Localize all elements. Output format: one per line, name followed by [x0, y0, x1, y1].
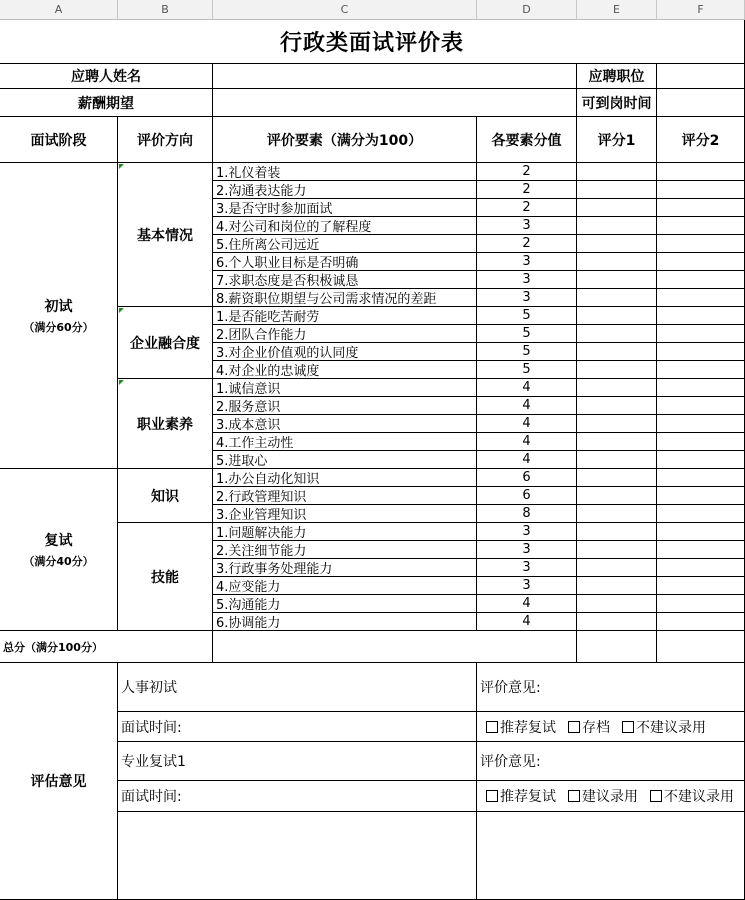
score1-cell[interactable]	[577, 415, 657, 433]
score1-cell[interactable]	[577, 469, 657, 487]
score2-cell[interactable]	[657, 271, 745, 289]
score2-cell[interactable]	[657, 577, 745, 595]
score2-cell[interactable]	[657, 253, 745, 271]
header-direction: 评价方向	[118, 117, 213, 163]
criterion-score: 6	[477, 487, 577, 505]
checkbox-icon[interactable]	[568, 721, 580, 733]
criterion-score: 3	[477, 577, 577, 595]
salary-label: 薪酬期望	[0, 89, 213, 117]
pro-second-label: 专业复试1	[118, 742, 477, 781]
score1-cell[interactable]	[577, 397, 657, 415]
checkbox-label: 存档	[582, 719, 610, 736]
score1-cell[interactable]	[577, 217, 657, 235]
score1-cell[interactable]	[577, 505, 657, 523]
checkbox-option[interactable]	[622, 717, 706, 737]
options-row-1	[477, 712, 745, 742]
position-value[interactable]	[657, 64, 745, 89]
criterion-score: 5	[477, 307, 577, 325]
criterion-score: 3	[477, 289, 577, 307]
criterion-text: 7.求职态度是否积极诚恳	[213, 271, 477, 289]
arrival-value[interactable]	[657, 89, 745, 117]
applicant-name-label: 应聘人姓名	[0, 64, 213, 89]
checkbox-label: 推荐复试	[500, 789, 556, 805]
criterion-text: 3.企业管理知识	[213, 505, 477, 523]
criterion-text: 8.薪资职位期望与公司需求情况的差距	[213, 289, 477, 307]
criterion-score: 2	[477, 199, 577, 217]
checkbox-option[interactable]	[568, 717, 610, 737]
score2-cell[interactable]	[657, 217, 745, 235]
score2-cell[interactable]	[657, 361, 745, 379]
score1-cell[interactable]	[577, 289, 657, 307]
score2-cell[interactable]	[657, 379, 745, 397]
criterion-text: 5.住所离公司远近	[213, 235, 477, 253]
score2-cell[interactable]	[657, 289, 745, 307]
criterion-text: 1.问题解决能力	[213, 523, 477, 541]
score2-cell[interactable]	[657, 199, 745, 217]
criterion-text: 3.成本意识	[213, 415, 477, 433]
score2-cell[interactable]	[657, 181, 745, 199]
criterion-text: 2.行政管理知识	[213, 487, 477, 505]
header-stage: 面试阶段	[0, 117, 118, 163]
criterion-text: 2.团队合作能力	[213, 325, 477, 343]
criterion-score: 5	[477, 325, 577, 343]
criterion-text: 3.是否守时参加面试	[213, 199, 477, 217]
score2-cell[interactable]	[657, 613, 745, 631]
comment-marker	[119, 308, 124, 313]
score2-cell[interactable]	[657, 325, 745, 343]
stage-label: 复试	[44, 533, 73, 549]
direction-3: 职业素养	[118, 379, 213, 469]
criterion-score: 4	[477, 595, 577, 613]
header-score1: 评分1	[577, 117, 657, 163]
header-elements: 评价要素（满分为100）	[213, 117, 477, 163]
score1-cell[interactable]	[577, 595, 657, 613]
column-header-D[interactable]: D	[477, 0, 577, 20]
score1-cell[interactable]	[577, 163, 657, 181]
checkbox-icon[interactable]	[486, 721, 498, 733]
score1-cell[interactable]	[577, 199, 657, 217]
score1-cell[interactable]	[577, 487, 657, 505]
column-header-C[interactable]: C	[213, 0, 477, 20]
criterion-score: 3	[477, 559, 577, 577]
criterion-text: 2.关注细节能力	[213, 541, 477, 559]
score2-cell[interactable]	[657, 541, 745, 559]
criterion-text: 1.礼仪着装	[213, 163, 477, 181]
score1-cell[interactable]	[577, 433, 657, 451]
criterion-score: 3	[477, 253, 577, 271]
evaluation-label: 评估意见	[0, 663, 118, 900]
criterion-text: 1.诚信意识	[213, 379, 477, 397]
score1-cell[interactable]	[577, 271, 657, 289]
score2-cell[interactable]	[657, 307, 745, 325]
stage-sub: （满分40分）	[23, 555, 94, 568]
score2-cell[interactable]	[657, 595, 745, 613]
criterion-score: 2	[477, 181, 577, 199]
total-score2[interactable]	[657, 631, 745, 663]
criterion-score: 4	[477, 433, 577, 451]
score2-cell[interactable]	[657, 505, 745, 523]
checkbox-option[interactable]	[568, 786, 638, 806]
checkbox-label: 建议录用	[582, 789, 638, 805]
salary-value[interactable]	[213, 89, 577, 117]
criterion-score: 4	[477, 451, 577, 469]
total-score1[interactable]	[577, 631, 657, 663]
criterion-score: 3	[477, 217, 577, 235]
criterion-text: 4.对公司和岗位的了解程度	[213, 217, 477, 235]
score1-cell[interactable]	[577, 325, 657, 343]
score2-cell[interactable]	[657, 559, 745, 577]
checkbox-icon[interactable]	[650, 790, 662, 802]
stage-label: 初试	[44, 299, 73, 315]
score1-cell[interactable]	[577, 451, 657, 469]
score2-cell[interactable]	[657, 343, 745, 361]
score2-cell[interactable]	[657, 469, 745, 487]
sheet-title: 行政类面试评价表	[0, 20, 745, 64]
applicant-name-value[interactable]	[213, 64, 577, 89]
score2-cell[interactable]	[657, 415, 745, 433]
score1-cell[interactable]	[577, 523, 657, 541]
criterion-score: 4	[477, 415, 577, 433]
criterion-score: 2	[477, 163, 577, 181]
position-label: 应聘职位	[577, 64, 657, 89]
score1-cell[interactable]	[577, 559, 657, 577]
criterion-score: 4	[477, 379, 577, 397]
criterion-text: 5.沟通能力	[213, 595, 477, 613]
score1-cell[interactable]	[577, 253, 657, 271]
checkbox-option[interactable]	[486, 786, 556, 806]
score2-cell[interactable]	[657, 397, 745, 415]
score1-cell[interactable]	[577, 541, 657, 559]
criterion-score: 3	[477, 271, 577, 289]
criterion-text: 3.行政事务处理能力	[213, 559, 477, 577]
checkbox-option[interactable]	[486, 717, 556, 737]
comment-marker	[119, 380, 124, 385]
score1-cell[interactable]	[577, 361, 657, 379]
options-row-2	[477, 781, 745, 812]
opinion-label-2[interactable]: 评价意见:	[477, 742, 745, 781]
criterion-text: 3.对企业价值观的认同度	[213, 343, 477, 361]
score1-cell[interactable]	[577, 577, 657, 595]
total-value[interactable]	[213, 631, 577, 663]
score1-cell[interactable]	[577, 307, 657, 325]
stage-sub: （满分60分）	[23, 321, 94, 334]
header-score2: 评分2	[657, 117, 745, 163]
criterion-text: 2.沟通表达能力	[213, 181, 477, 199]
interview-time-label-2[interactable]: 面试时间:	[118, 781, 477, 812]
criterion-text: 4.应变能力	[213, 577, 477, 595]
criterion-score: 4	[477, 613, 577, 631]
stage-first	[0, 163, 118, 469]
criterion-score: 3	[477, 523, 577, 541]
criterion-score: 8	[477, 505, 577, 523]
criterion-text: 6.个人职业目标是否明确	[213, 253, 477, 271]
checkbox-label: 不建议录用	[636, 719, 706, 736]
column-header-E[interactable]: E	[577, 0, 657, 20]
comment-marker	[119, 164, 124, 169]
criterion-text: 6.协调能力	[213, 613, 477, 631]
criterion-text: 1.是否能吃苦耐劳	[213, 307, 477, 325]
score1-cell[interactable]	[577, 379, 657, 397]
criterion-text: 4.对企业的忠诚度	[213, 361, 477, 379]
total-label: 总分（满分100分）	[0, 631, 213, 663]
score2-cell[interactable]	[657, 451, 745, 469]
checkbox-label: 不建议录用	[664, 789, 734, 805]
criterion-text: 1.办公自动化知识	[213, 469, 477, 487]
score2-cell[interactable]	[657, 163, 745, 181]
checkbox-icon[interactable]	[568, 790, 580, 802]
direction-4: 知识	[118, 469, 213, 523]
direction-2: 企业融合度	[118, 307, 213, 379]
criterion-text: 4.工作主动性	[213, 433, 477, 451]
criterion-score: 5	[477, 361, 577, 379]
criterion-score: 4	[477, 397, 577, 415]
score2-cell[interactable]	[657, 487, 745, 505]
hr-first-label: 人事初试	[118, 663, 477, 712]
score1-cell[interactable]	[577, 181, 657, 199]
checkbox-icon[interactable]	[622, 721, 634, 733]
blank-cell[interactable]	[477, 812, 745, 900]
score2-cell[interactable]	[657, 523, 745, 541]
criterion-score: 5	[477, 343, 577, 361]
column-header-F[interactable]: F	[657, 0, 745, 20]
criterion-score: 2	[477, 235, 577, 253]
column-header-B[interactable]: B	[118, 0, 213, 20]
score1-cell[interactable]	[577, 343, 657, 361]
score1-cell[interactable]	[577, 235, 657, 253]
stage-second	[0, 469, 118, 631]
header-score-value: 各要素分值	[477, 117, 577, 163]
direction-1: 基本情况	[118, 163, 213, 307]
checkbox-icon[interactable]	[486, 790, 498, 802]
score2-cell[interactable]	[657, 433, 745, 451]
direction-5: 技能	[118, 523, 213, 631]
checkbox-option[interactable]	[650, 786, 734, 806]
arrival-label: 可到岗时间	[577, 89, 657, 117]
criterion-text: 5.进取心	[213, 451, 477, 469]
column-header-A[interactable]: A	[0, 0, 118, 20]
criterion-score: 6	[477, 469, 577, 487]
criterion-text: 2.服务意识	[213, 397, 477, 415]
blank-cell[interactable]	[118, 812, 477, 900]
score1-cell[interactable]	[577, 613, 657, 631]
opinion-label-1[interactable]: 评价意见:	[477, 663, 745, 712]
score2-cell[interactable]	[657, 235, 745, 253]
criterion-score: 3	[477, 541, 577, 559]
interview-time-label-1[interactable]: 面试时间:	[118, 712, 477, 742]
checkbox-label: 推荐复试	[500, 719, 556, 736]
